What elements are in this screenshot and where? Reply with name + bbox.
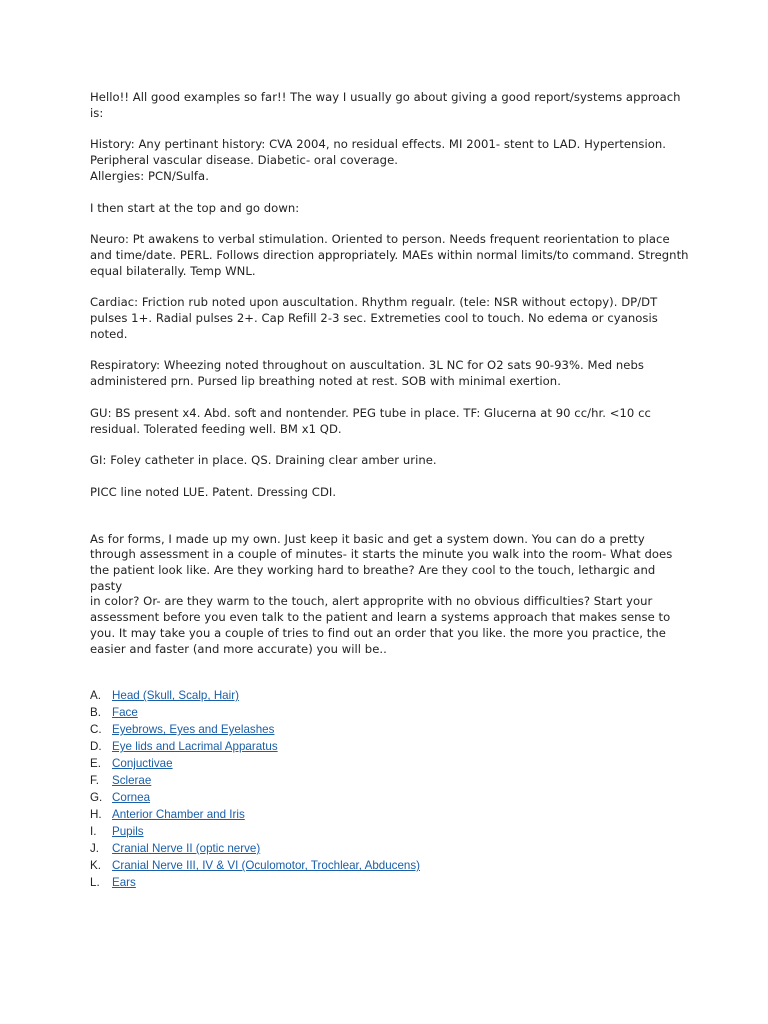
text-line: Allergies: PCN/Sulfa.	[90, 168, 209, 183]
cardiac-paragraph	[90, 295, 690, 342]
history-paragraph	[90, 137, 690, 184]
text-line: residual. Tolerated feeding well. BM x1 QD.	[90, 421, 342, 436]
text-line: GI: Foley catheter in place. QS. Draining clear amber urine.	[90, 453, 437, 468]
link-head[interactable]: Head (Skull, Scalp, Hair)	[112, 689, 239, 702]
list-item	[90, 840, 690, 857]
text-line: As for forms, I made up my own. Just keep it basic and get a system down. You can do a pretty	[90, 531, 645, 546]
list-item	[90, 806, 690, 823]
text-line: History: Any pertinant history: CVA 2004, no residual effects. MI 2001- stent to LAD. Hypertension.	[90, 137, 667, 152]
text-line: administered prn. Pursed lip breathing noted at rest. SOB with minimal exertion.	[90, 374, 561, 389]
link-cornea[interactable]: Cornea	[112, 791, 151, 804]
list-item	[90, 738, 690, 755]
topic-link-list	[90, 687, 690, 891]
text-line: Cardiac: Friction rub noted upon auscultation. Rhythm regualr. (tele: NSR without ectopy). DP/DT	[90, 295, 658, 310]
list-marker: I.	[90, 825, 97, 838]
list-marker: D.	[90, 740, 102, 753]
list-item	[90, 704, 690, 721]
text-line: and time/date. PERL. Follows direction appropriately. MAEs within normal limits/to command. Stregnth	[90, 247, 689, 262]
text-line: I then start at the top and go down:	[90, 200, 300, 215]
text-line: pulses 1+. Radial pulses 2+. Cap Refill 2-3 sec. Extremeties cool to touch. No edema or cyanosis	[90, 311, 658, 326]
text-line: noted.	[90, 326, 128, 341]
list-item	[90, 789, 690, 806]
list-marker: G.	[90, 791, 103, 804]
text-line: Hello!! All good examples so far!! The way I usually go about giving a good report/systems approach	[90, 90, 681, 104]
text-line: Neuro: Pt awakens to verbal stimulation. Oriented to person. Needs frequent reorientation to place	[90, 232, 670, 247]
text-line: Peripheral vascular disease. Diabetic- oral coverage.	[90, 153, 399, 168]
text-line: PICC line noted LUE. Patent. Dressing CDI.	[90, 484, 337, 499]
list-marker: C.	[90, 723, 102, 736]
list-marker: K.	[90, 859, 101, 872]
list-item	[90, 755, 690, 772]
neuro-paragraph	[90, 232, 690, 279]
respiratory-paragraph	[90, 358, 690, 389]
document-body	[90, 90, 690, 673]
link-eyebrows-eyes-eyelashes[interactable]: Eyebrows, Eyes and Eyelashes	[112, 723, 275, 736]
list-marker: F.	[90, 774, 100, 787]
list-marker: A.	[90, 689, 101, 702]
link-ears[interactable]: Ears	[112, 876, 136, 889]
text-line: the patient look like. Are they working hard to breathe? Are they cool to the touch, lethargic and pasty	[90, 563, 656, 593]
text-line: is:	[90, 105, 104, 120]
list-marker: B.	[90, 706, 101, 719]
list-item	[90, 721, 690, 738]
text-line: assessment before you even talk to the patient and learn a systems approach that makes sense to	[90, 610, 671, 625]
text-line: you. It may take you a couple of tries to find out an order that you like. the more you practice, the	[90, 625, 666, 640]
list-marker: J.	[90, 842, 100, 855]
link-conjuctivae[interactable]: Conjuctivae	[112, 757, 173, 770]
list-item	[90, 857, 690, 874]
link-anterior-chamber-iris[interactable]: Anterior Chamber and Iris	[112, 808, 245, 821]
link-pupils[interactable]: Pupils	[112, 825, 144, 838]
link-sclerae[interactable]: Sclerae	[112, 774, 152, 787]
link-cranial-nerve-iii-iv-vi[interactable]: Cranial Nerve III, IV & VI (Oculomotor, Trochlear, Abducens)	[112, 859, 421, 872]
text-line: through assessment in a couple of minutes- it starts the minute you walk into the room- What does	[90, 547, 673, 562]
forms-paragraph	[90, 532, 690, 658]
gu-paragraph	[90, 406, 690, 437]
text-line: equal bilaterally. Temp WNL.	[90, 263, 256, 278]
start-paragraph	[90, 201, 690, 217]
text-line: GU: BS present x4. Abd. soft and nontender. PEG tube in place. TF: Glucerna at 90 cc/hr. <10 cc	[90, 405, 651, 420]
text-line: Respiratory: Wheezing noted throughout on auscultation. 3L NC for O2 sats 90-93%. Med nebs	[90, 358, 644, 373]
text-line: easier and faster (and more accurate) you will be..	[90, 641, 387, 656]
list-marker: H.	[90, 808, 102, 821]
gi-paragraph	[90, 453, 690, 469]
list-item	[90, 823, 690, 840]
link-face[interactable]: Face	[112, 706, 138, 719]
list-item	[90, 772, 690, 789]
link-cranial-nerve-ii[interactable]: Cranial Nerve II (optic nerve)	[112, 842, 261, 855]
link-eye-lids-lacrimal[interactable]: Eye lids and Lacrimal Apparatus	[112, 740, 278, 753]
picc-paragraph	[90, 485, 690, 501]
list-marker: E.	[90, 757, 101, 770]
spacer	[90, 517, 690, 532]
list-item	[90, 687, 690, 704]
list-marker: L.	[90, 876, 100, 889]
intro-paragraph	[90, 90, 690, 121]
list-item	[90, 874, 690, 891]
text-line: in color? Or- are they warm to the touch, alert approprite with no obvious difficulties? Start your	[90, 594, 653, 609]
